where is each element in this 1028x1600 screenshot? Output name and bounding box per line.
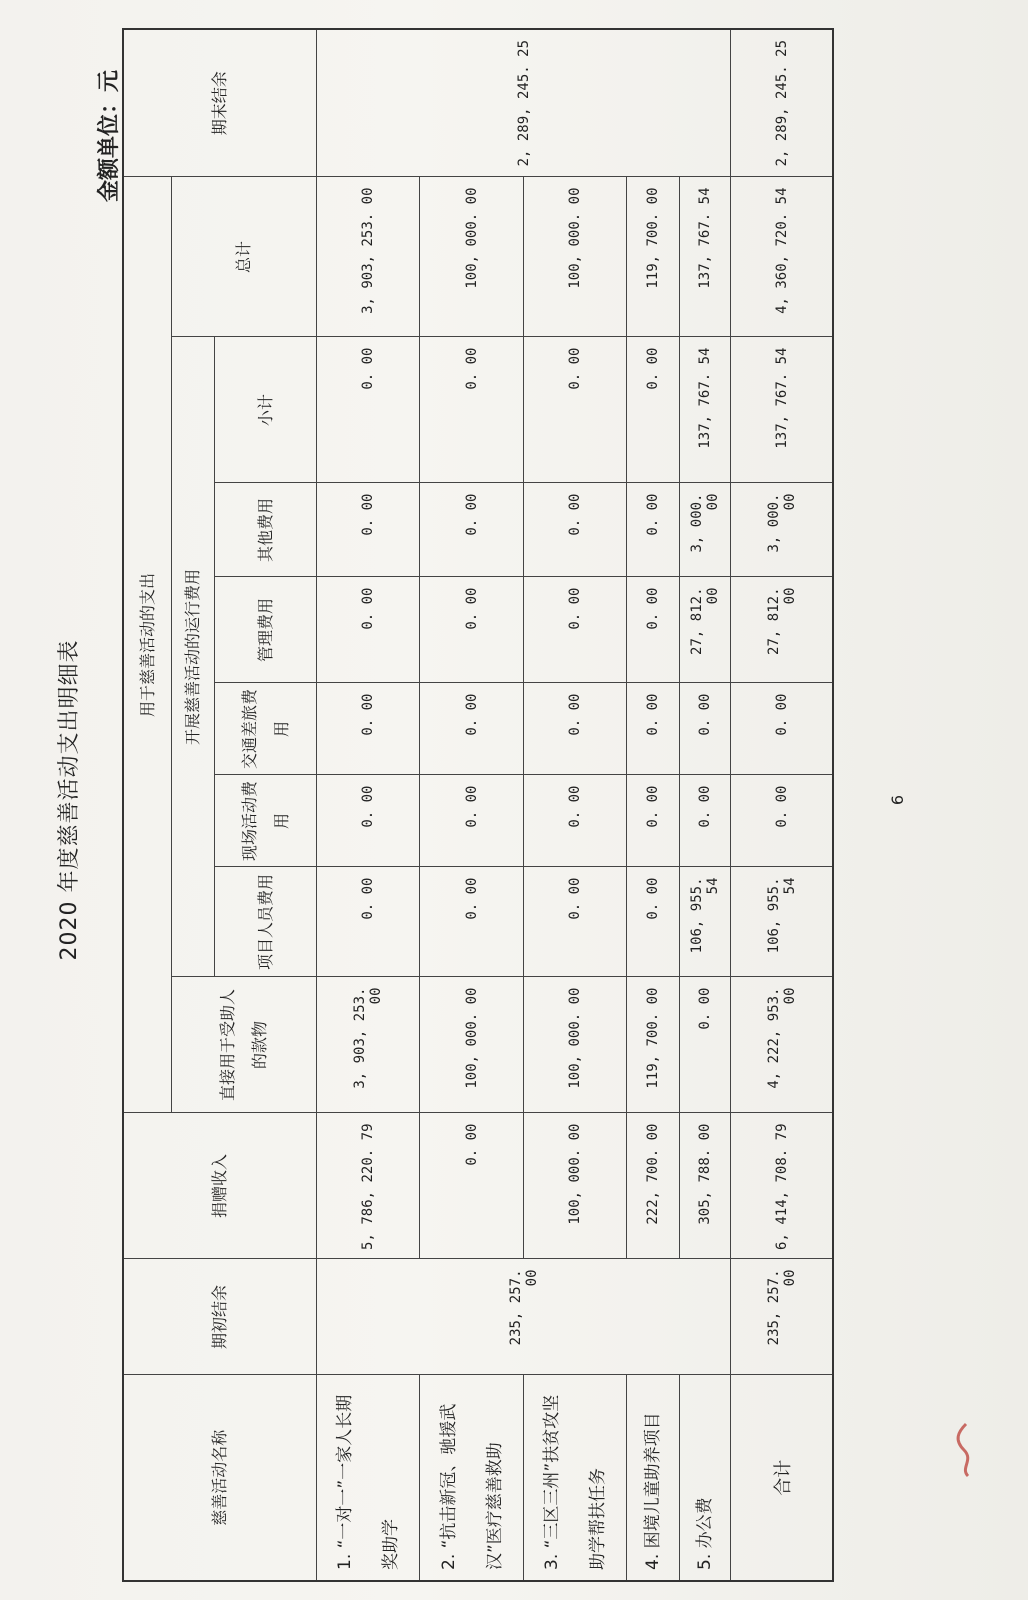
cell-onsite: 0. 00 [523,775,626,867]
cell-mgmt: 0. 00 [420,577,523,683]
cell-onsite: 0. 00 [680,775,731,867]
header-travel: 交通差旅费用 [215,683,317,775]
header-mgmt: 管理费用 [215,577,317,683]
header-direct: 直接用于受助人的款物 [172,977,317,1113]
cell-total: 100, 000. 00 [523,177,626,337]
header-opening: 期初结余 [123,1259,317,1375]
cell-subtotal: 0. 00 [420,337,523,483]
cell-subtotal: 0. 00 [317,337,420,483]
header-charity-spend: 用于慈善活动的支出 [123,177,172,1113]
cell-other: 0. 00 [523,483,626,577]
total-onsite: 0. 00 [731,775,833,867]
total-other: 3, 000. 00 [731,483,833,577]
closing-balance-merged: 2, 289, 245. 25 [317,29,731,177]
cell-staff: 0. 00 [317,867,420,977]
currency-unit: 金额单位：元 [97,70,122,203]
cell-mgmt: 0. 00 [523,577,626,683]
cell-other: 0. 00 [317,483,420,577]
cell-travel: 0. 00 [626,683,679,775]
cell-donation: 222, 700. 00 [626,1113,679,1259]
opening-balance-merged: 235, 257. 00 [317,1259,731,1375]
total-opening: 235, 257. 00 [731,1259,833,1375]
header-name: 慈善活动名称 [123,1375,317,1581]
cell-direct: 0. 00 [680,977,731,1113]
totals-row [731,29,833,1581]
totals-label: 合计 [731,1375,833,1581]
cell-subtotal: 137, 767. 54 [680,337,731,483]
header-subtotal: 小计 [215,337,317,483]
expenditure-table [122,28,834,1582]
cell-direct: 100, 000. 00 [523,977,626,1113]
total-direct: 4, 222, 953. 00 [731,977,833,1113]
cell-donation: 100, 000. 00 [523,1113,626,1259]
cell-subtotal: 0. 00 [626,337,679,483]
cell-staff: 0. 00 [420,867,523,977]
total-closing: 2, 289, 245. 25 [731,29,833,177]
row-name: 2. “抗击新冠、驰援武汉”医疗慈善救助 [420,1375,523,1581]
header-staff: 项目人员费用 [215,867,317,977]
cell-total: 3, 903, 253. 00 [317,177,420,337]
total-total: 4, 360, 720. 54 [731,177,833,337]
cell-travel: 0. 00 [420,683,523,775]
cell-total: 119, 700. 00 [626,177,679,337]
table-row [317,29,420,1581]
cell-donation: 305, 788. 00 [680,1113,731,1259]
header-onsite: 现场活动费用 [215,775,317,867]
cell-donation: 5, 786, 220. 79 [317,1113,420,1259]
total-donation: 6, 414, 708. 79 [731,1113,833,1259]
cell-direct: 100, 000. 00 [420,977,523,1113]
cell-staff: 0. 00 [626,867,679,977]
header-row-1 [123,29,172,1581]
document-title: 2020 年度慈善活动支出明细表 [57,639,82,961]
header-operating: 开展慈善活动的运行费用 [172,337,215,977]
cell-mgmt: 0. 00 [626,577,679,683]
cell-travel: 0. 00 [523,683,626,775]
row-name: 1. “一对一”一家人长期奖助学 [317,1375,420,1581]
cell-donation: 0. 00 [420,1113,523,1259]
cell-direct: 3, 903, 253. 00 [317,977,420,1113]
header-donation: 捐赠收入 [123,1113,317,1259]
cell-total: 100, 000. 00 [420,177,523,337]
cell-onsite: 0. 00 [420,775,523,867]
header-closing: 期末结余 [123,29,317,177]
cell-other: 0. 00 [420,483,523,577]
ink-mark [950,1420,980,1480]
total-travel: 0. 00 [731,683,833,775]
cell-travel: 0. 00 [317,683,420,775]
cell-total: 137, 767. 54 [680,177,731,337]
cell-onsite: 0. 00 [317,775,420,867]
cell-other: 0. 00 [626,483,679,577]
row-name: 4. 困境儿童助养项目 [626,1375,679,1581]
header-other: 其他费用 [215,483,317,577]
row-name: 3. “三区三州”扶贫攻坚助学帮扶任务 [523,1375,626,1581]
cell-subtotal: 0. 00 [523,337,626,483]
total-staff: 106, 955. 54 [731,867,833,977]
cell-mgmt: 27, 812. 00 [680,577,731,683]
cell-onsite: 0. 00 [626,775,679,867]
cell-mgmt: 0. 00 [317,577,420,683]
total-mgmt: 27, 812. 00 [731,577,833,683]
header-total: 总计 [172,177,317,337]
cell-travel: 0. 00 [680,683,731,775]
cell-direct: 119, 700. 00 [626,977,679,1113]
cell-other: 3, 000. 00 [680,483,731,577]
cell-staff: 106, 955. 54 [680,867,731,977]
total-subtotal: 137, 767. 54 [731,337,833,483]
cell-staff: 0. 00 [523,867,626,977]
row-name: 5. 办公费 [680,1375,731,1581]
page-number: 6 [888,794,907,806]
